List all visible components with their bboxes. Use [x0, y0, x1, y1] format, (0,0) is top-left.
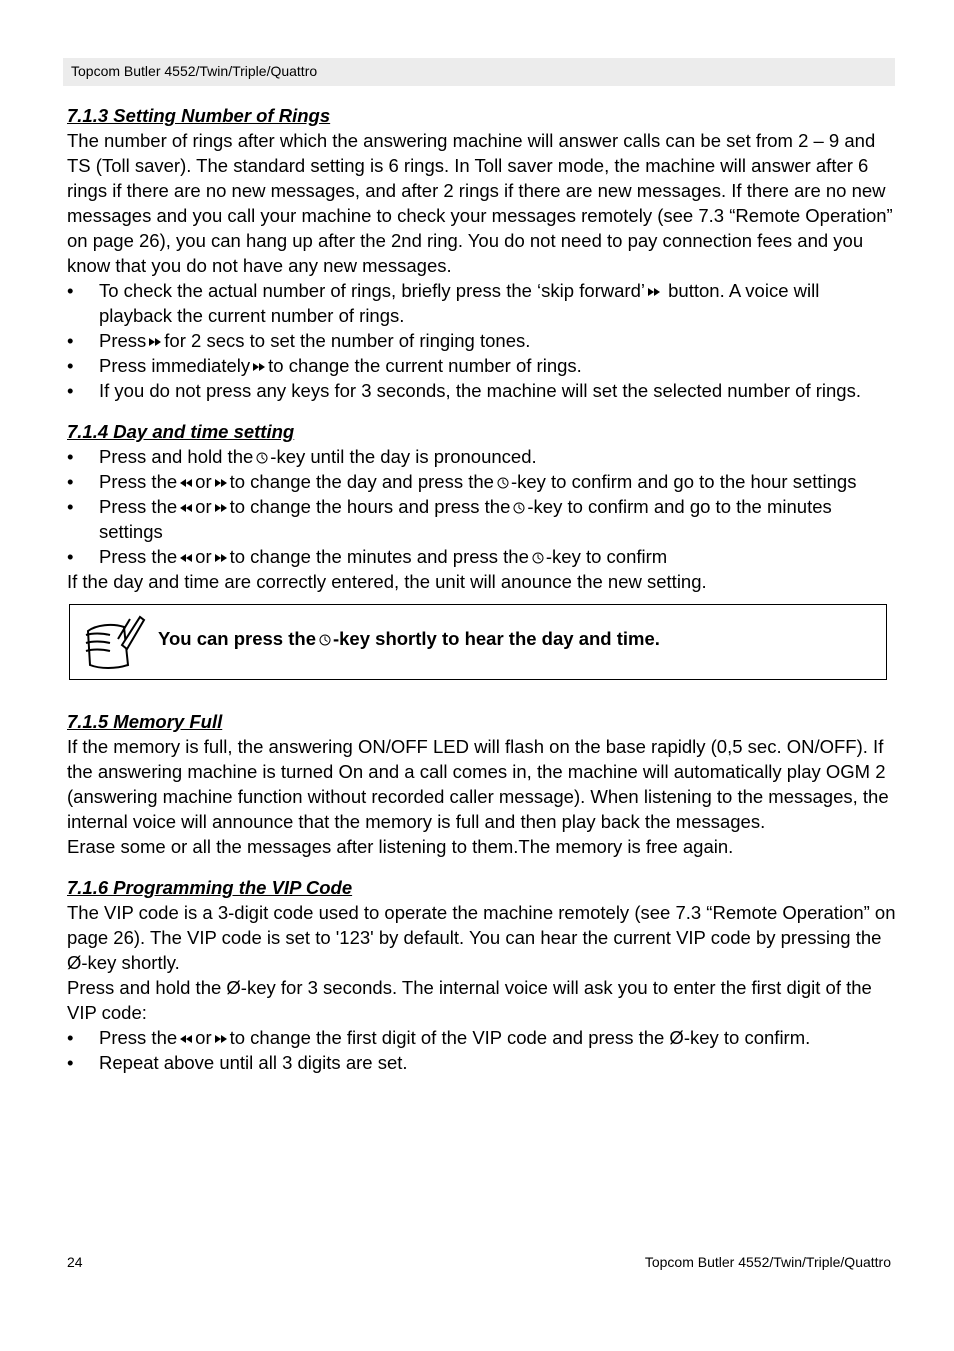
- paragraph-memory-full: If the memory is full, the answering ON/OFF LED will flash on the base rapidly (0,5 sec. ON/OFF). If the answering machine is turned On and a call comes in, the machine will automatically play OGM 2 (answering machine function without recorded caller message). When listening to the messages, the internal voice will announce that the memory is full and then play back the messages.: [67, 736, 889, 832]
- paragraph-day-time-confirm: If the day and time are correctly entered, the unit will anounce the new setting.: [67, 571, 707, 592]
- skip-back-icon: [180, 1035, 192, 1043]
- running-header: [63, 58, 895, 86]
- day-time-bullet-list: [67, 444, 897, 569]
- list-item: • Press immediately to change the current number of rings.: [67, 355, 582, 376]
- skip-back-icon: [180, 504, 192, 512]
- clock-icon: [319, 634, 331, 646]
- list-item: • Press the or to change the day and press the -key to confirm and go to the hour settings: [67, 471, 857, 492]
- skip-forward-icon: [149, 338, 161, 346]
- skip-back-icon: [180, 479, 192, 487]
- list-item: • Press the or to change the first digit of the VIP code and press the Ø-key to confirm.: [67, 1027, 811, 1048]
- list-item: • Press for 2 secs to set the number of ringing tones.: [67, 330, 531, 351]
- skip-back-icon: [180, 554, 192, 562]
- list-item: • If you do not press any keys for 3 seconds, the machine will set the selected number of rings.: [67, 380, 861, 401]
- note-box: [69, 604, 887, 680]
- vip-bullet-list: [67, 1025, 897, 1075]
- skip-forward-icon: [215, 554, 227, 562]
- clock-icon: [256, 452, 268, 464]
- section-heading-7-1-3: 7.1.3 Setting Number of Rings: [67, 105, 331, 126]
- footer-title: Topcom Butler 4552/Twin/Triple/Quattro: [644, 1254, 891, 1270]
- note-text: You can press the -key shortly to hear the day and time.: [158, 628, 660, 649]
- section-heading-7-1-5: 7.1.5 Memory Full: [67, 711, 223, 732]
- note-pencil-icon: [82, 611, 146, 673]
- skip-forward-icon: [648, 288, 660, 296]
- page-content: [67, 103, 897, 1075]
- paragraph-rings-intro: The number of rings after which the answering machine will answer calls can be set from 2 – 9 and TS (Toll saver). The standard setting is 6 rings. In Toll saver mode, the machine will answer after 6 rings if there are no new messages, and after 2 rings if there are new messages. If there are no new messages and you call your machine to check your messages remotely (see 7.3 “Remote Operation” on page 26), you can hang up after the 2nd ring. You do not need to pay connection fees and you know that you do not have any new messages.: [67, 130, 893, 276]
- list-item: • Press the or to change the minutes and press the -key to confirm: [67, 546, 668, 567]
- section-heading-7-1-6: 7.1.6 Programming the VIP Code: [67, 877, 353, 898]
- section-heading-7-1-4: 7.1.4 Day and time setting: [67, 421, 295, 442]
- rings-bullet-list: [67, 278, 897, 403]
- list-item: • Press the or to change the hours and press the -key to confirm and go to the minutes settings: [67, 496, 832, 542]
- clock-icon: [532, 552, 544, 564]
- paragraph-vip-hold: Press and hold the Ø-key for 3 seconds. The internal voice will ask you to enter the first digit of the VIP code:: [67, 977, 872, 1023]
- clock-icon: [513, 502, 525, 514]
- page-number: 24: [67, 1254, 83, 1270]
- skip-forward-icon: [253, 363, 265, 371]
- list-item: • Repeat above until all 3 digits are set.: [67, 1052, 408, 1073]
- list-item: • To check the actual number of rings, briefly press the ‘skip forward’ button. A voice will playback the current number of rings.: [67, 280, 820, 326]
- skip-forward-icon: [215, 504, 227, 512]
- clock-icon: [497, 477, 509, 489]
- header-title: Topcom Butler 4552/Twin/Triple/Quattro: [71, 63, 318, 79]
- paragraph-memory-erase: Erase some or all the messages after listening to them.The memory is free again.: [67, 836, 734, 857]
- skip-forward-icon: [215, 479, 227, 487]
- skip-forward-icon: [215, 1035, 227, 1043]
- list-item: • Press and hold the -key until the day is pronounced.: [67, 446, 537, 467]
- paragraph-vip-intro: The VIP code is a 3-digit code used to operate the machine remotely (see 7.3 “Remote Operation” on page 26). The VIP code is set to '123' by default. You can hear the current VIP code by pressing the Ø-key shortly.: [67, 902, 896, 973]
